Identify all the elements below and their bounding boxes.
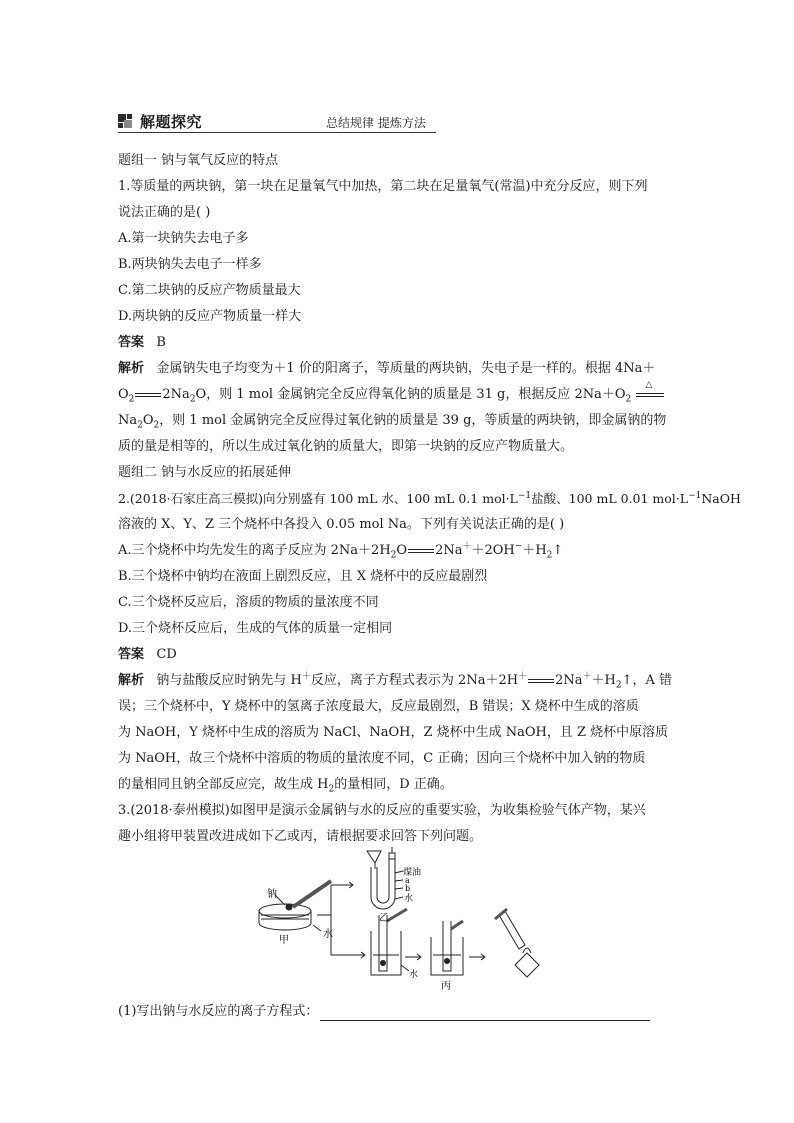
analysis-text: ，则 1 mol 金属钠完全反应得过氧化钠的质量是 39 g，等质量的两块钠，即金属钠的物: [159, 413, 667, 428]
q1-option-d: D.两块钠的反应产物质量一样大: [118, 309, 302, 324]
formula-sub: 2: [546, 550, 553, 561]
beaker-1: [371, 931, 401, 975]
formula-part: O: [142, 413, 154, 428]
answer-value: CD: [156, 647, 177, 662]
analysis-text: 金属钠失电子均变为＋1 价的阳离子，等质量的两块钠，失电子是一样的。根据 4Na＋: [156, 361, 656, 376]
label-a: a: [405, 876, 410, 885]
answer-label: 答案: [118, 335, 145, 350]
q2-answer: [118, 646, 177, 664]
analysis-text: ＋H: [591, 673, 616, 688]
formula-sub: 2: [137, 420, 143, 431]
q1-analysis-line4: 质的量是相等的，所以生成过氧化钠的质量大，即第一块钠的反应产物质量大。: [118, 439, 574, 454]
label-water-yi: 水: [404, 894, 414, 904]
section-header: [118, 113, 436, 133]
formula-sup: ＋: [582, 671, 592, 682]
analysis-text: ↑，A 错: [621, 673, 672, 688]
beaker-2: [431, 937, 463, 975]
q2-text: ↑: [552, 543, 564, 558]
formula-sub: 2: [615, 680, 622, 691]
heat-symbol: △: [645, 380, 653, 390]
q2-stem-line2: 溶液的 X、Y、Z 三个烧杯中各投入 0.05 mol Na。下列有关说法正确的是( ): [118, 517, 565, 532]
funnel: [367, 851, 381, 863]
equation-arrow: [408, 549, 434, 553]
formula-sub: 2: [189, 394, 196, 405]
q1-option-a: A.第一块钠失去电子多: [118, 231, 249, 246]
label-water: 水: [323, 929, 333, 940]
section-title: 解题探究: [140, 113, 203, 131]
tweezers: [293, 881, 331, 907]
sodium-piece: [286, 904, 292, 910]
tweezers: [387, 909, 407, 921]
label-sodium: 钠: [267, 889, 277, 900]
q2-analysis-line1: [118, 672, 672, 690]
formula-sup: −1: [688, 490, 702, 501]
q3-sub1: [118, 1003, 650, 1021]
apparatus-figure: [255, 845, 565, 995]
group1-heading: 题组一 钠与氧气反应的特点: [118, 153, 279, 168]
equation-arrow: [135, 393, 161, 397]
formula-sup: −: [514, 541, 523, 552]
q1-analysis-line3: [118, 412, 666, 430]
formula-part: 2Na: [162, 387, 190, 402]
label-leader: [395, 871, 403, 873]
answer-label: 答案: [118, 647, 145, 662]
formula-part: O: [118, 387, 129, 402]
analysis-label: 解析: [118, 361, 145, 376]
formula-sub: 2: [625, 394, 632, 405]
q2-option-d: D.三个烧杯反应后，生成的气体的质量一定相同: [118, 621, 393, 636]
q1-answer: [118, 334, 166, 352]
q2-text: ＋2OH: [471, 543, 515, 558]
q2-analysis-line4: 为 NaOH，故三个烧杯中溶质的物质的量浓度不同，C 正确；因向三个烧杯中加入钠的物质: [118, 751, 646, 766]
formula-sub: 2: [153, 420, 160, 431]
label-jia: 甲: [279, 935, 289, 946]
analysis-label: 解析: [118, 673, 145, 688]
q1-analysis-line1: [118, 360, 655, 378]
u-tube-inner: [377, 857, 389, 903]
answer-value: B: [156, 335, 166, 350]
formula-sup: ＋: [301, 671, 311, 682]
q2-option-b: B.三个烧杯中钠均在液面上剧烈反应，且 X 烧杯中的反应最剧烈: [118, 569, 488, 584]
q2-analysis-line3: 为 NaOH，Y 烧杯中生成的溶质为 NaCl、NaOH，Z 烧杯中生成 NaOH，且 Z 烧杯中原溶质: [118, 725, 669, 740]
q1-stem-line1: 1.等质量的两块钠，第一块在足量氧气中加热，第二块在足量氧气(常温)中充分反应，则下列: [118, 179, 648, 194]
q2-analysis-line2: 误；三个烧杯中，Y 烧杯中的氢离子浓度最大，反应最剧烈，B 错误；X 烧杯中生成的溶质: [118, 699, 639, 714]
formula-sup: −1: [517, 490, 532, 501]
alcohol-lamp: [515, 953, 539, 977]
q2-text: O: [396, 543, 408, 558]
q2-text: 2Na: [435, 543, 463, 558]
tweezers: [451, 921, 463, 929]
formula-sup: ＋: [462, 541, 472, 552]
analysis-text: 反应，离子方程式表示为 2Na＋2H: [310, 673, 519, 688]
stopper: [389, 853, 395, 859]
formula-part: Na: [118, 413, 138, 428]
q2-stem-line1: [118, 490, 741, 508]
section-subtitle: 总结规律 提炼方法: [326, 116, 426, 130]
q3-sub1-text: (1)写出钠与水反应的离子方程式：: [118, 1004, 319, 1019]
q2-text: 盐酸、100 mL 0.01 mol·L: [531, 491, 689, 506]
q3-stem-line1: 3.(2018·泰州模拟)如图甲是演示金属钠与水的反应的重要实验，为收集检验气体产物，某兴: [118, 803, 646, 818]
flame: [523, 948, 531, 953]
apparatus-diagram: [255, 845, 565, 995]
label-leader: [313, 925, 321, 931]
formula-sub: 2: [328, 784, 335, 795]
q2-text: NaOH: [701, 491, 741, 506]
analysis-text: 的量相同且钠全部反应完，故生成 H: [118, 777, 329, 792]
formula-sup: ＋: [518, 671, 528, 682]
q1-analysis-line2: [118, 380, 665, 405]
label-b: b: [405, 884, 411, 893]
q2-option-c: C.三个烧杯反应后，溶质的物质的量浓度不同: [118, 595, 379, 610]
formula-sub: 2: [128, 394, 135, 405]
dish-top: [259, 904, 311, 918]
label-yi: 乙: [379, 913, 389, 924]
label-leader: [395, 897, 403, 899]
label-water-bing: 水: [409, 970, 419, 980]
q1-option-b: B.两块钠失去电子一样多: [118, 257, 262, 272]
q1-option-c: C.第二块钠的反应产物质量最大: [118, 283, 301, 298]
q2-analysis-line5: [118, 776, 453, 794]
analysis-text: 2Na: [555, 673, 583, 688]
sodium-piece: [445, 959, 450, 964]
q1-stem-line2: 说法正确的是( ): [118, 205, 211, 220]
dish-body: [259, 911, 311, 930]
label-kerosene: 煤油: [403, 868, 422, 878]
q2-text: ＋H: [522, 543, 547, 558]
header-rule: [118, 132, 436, 133]
analysis-text: 钠与盐酸反应时钠先与 H: [156, 673, 302, 688]
section-mark-icon: [118, 114, 132, 128]
label-leader: [395, 888, 403, 889]
q2-text: A.三个烧杯中均先发生的离子反应为 2Na＋2H: [118, 543, 391, 558]
label-leader: [401, 965, 409, 971]
q3-stem-line2: 趣小组将甲装置改进成如下乙或丙，请根据要求回答下列问题。: [118, 829, 483, 844]
analysis-text: 的量相同，D 正确。: [334, 777, 453, 792]
analysis-text: O，则 1 mol 金属钠完全反应得氧化钠的质量是 31 g，根据反应 2Na＋O: [195, 387, 626, 402]
label-leader: [395, 880, 403, 881]
sodium-piece: [381, 961, 386, 966]
formula-sub: 2: [390, 550, 397, 561]
q2-option-a: [118, 542, 563, 560]
group2-heading: 题组二 钠与水反应的拓展延伸: [118, 465, 292, 480]
q2-text: 2.(2018·石家庄高三模拟)向分别盛有 100 mL 水、100 mL 0.1 mol·L: [118, 491, 518, 506]
heat-equation-arrow: [635, 380, 665, 404]
label-bing: 丙: [441, 981, 451, 992]
answer-blank[interactable]: [320, 1006, 650, 1021]
equation-arrow: [528, 679, 554, 683]
inverted-test-tube: [499, 911, 525, 949]
